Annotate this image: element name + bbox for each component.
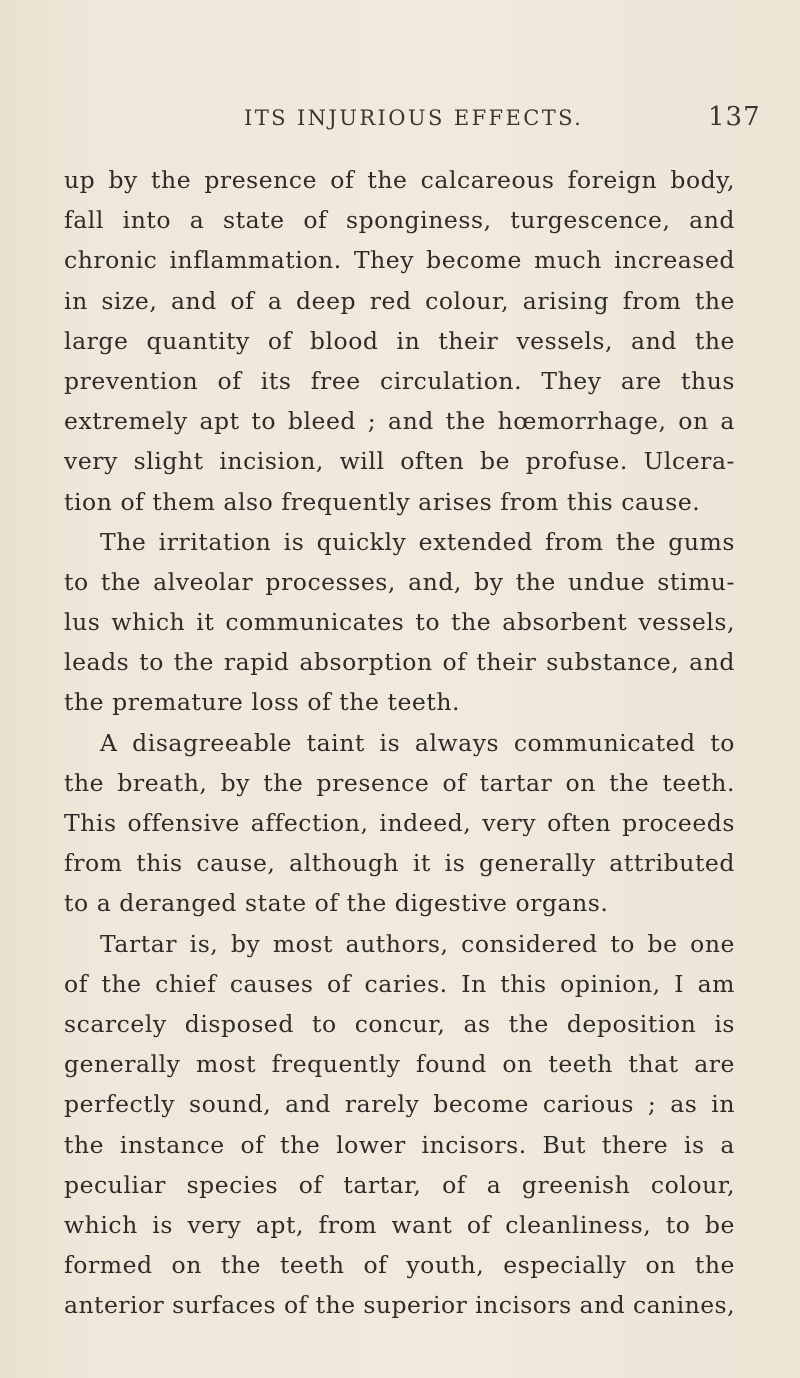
text-line: Tartar is, by most authors, considered to be one [100, 929, 735, 958]
page-number: 137 [708, 102, 761, 132]
text-line: large quantity of blood in their vessels, and the [64, 326, 735, 355]
text-line: anterior surfaces of the superior incisors and canines, [64, 1291, 735, 1320]
text-line: leads to the rapid absorption of their substance, and [64, 648, 735, 677]
text-line: to a deranged state of the digestive organs. [64, 889, 609, 918]
text-line: the premature loss of the teeth. [64, 688, 461, 717]
text-line: up by the presence of the calcareous foreign body, [64, 166, 735, 194]
text-line: which is very apt, from want of cleanliness, to be [64, 1210, 735, 1239]
running-title: ITS INJURIOUS EFFECTS. [244, 106, 584, 130]
text-line: This offensive affection, indeed, very often proceeds [64, 809, 735, 837]
text-line: to the alveolar processes, and, by the undue stimu- [64, 567, 735, 596]
text-line: of the chief causes of caries. In this opinion, I am [64, 969, 735, 998]
text-line: in size, and of a deep red colour, arising from the [64, 286, 735, 315]
text-line: prevention of its free circulation. They are thus [64, 366, 735, 395]
text-line: very slight incision, will often be profuse. Ulcera- [64, 447, 735, 476]
text-line: from this cause, although it is generally attributed [64, 849, 735, 878]
text-line: chronic inflammation. They become much increased [64, 246, 735, 275]
text-line: formed on the teeth of youth, especially on the [64, 1251, 735, 1280]
text-line: perfectly sound, and rarely become carious ; as in [64, 1090, 735, 1119]
text-line: the instance of the lower incisors. But there is a [64, 1130, 735, 1159]
text-line: extremely apt to bleed ; and the hœmorrhage, on a [64, 407, 735, 436]
text-line: generally most frequently found on teeth that are [64, 1050, 735, 1079]
text-line: scarcely disposed to concur, as the deposition is [64, 1009, 735, 1038]
text-line: tion of them also frequently arises from this cause. [64, 487, 701, 516]
text-line: the breath, by the presence of tartar on the teeth. [64, 768, 735, 797]
running-header [0, 100, 800, 140]
text-line: The irritation is quickly extended from the gums [100, 527, 735, 556]
body-text [64, 160, 735, 1325]
text-line: peculiar species of tartar, of a greenish colour, [64, 1170, 735, 1199]
text-line: fall into a state of sponginess, turgescence, and [64, 206, 735, 235]
text-line: lus which it communicates to the absorbent vessels, [64, 608, 735, 637]
text-line: A disagreeable taint is always communicated to [100, 728, 735, 757]
